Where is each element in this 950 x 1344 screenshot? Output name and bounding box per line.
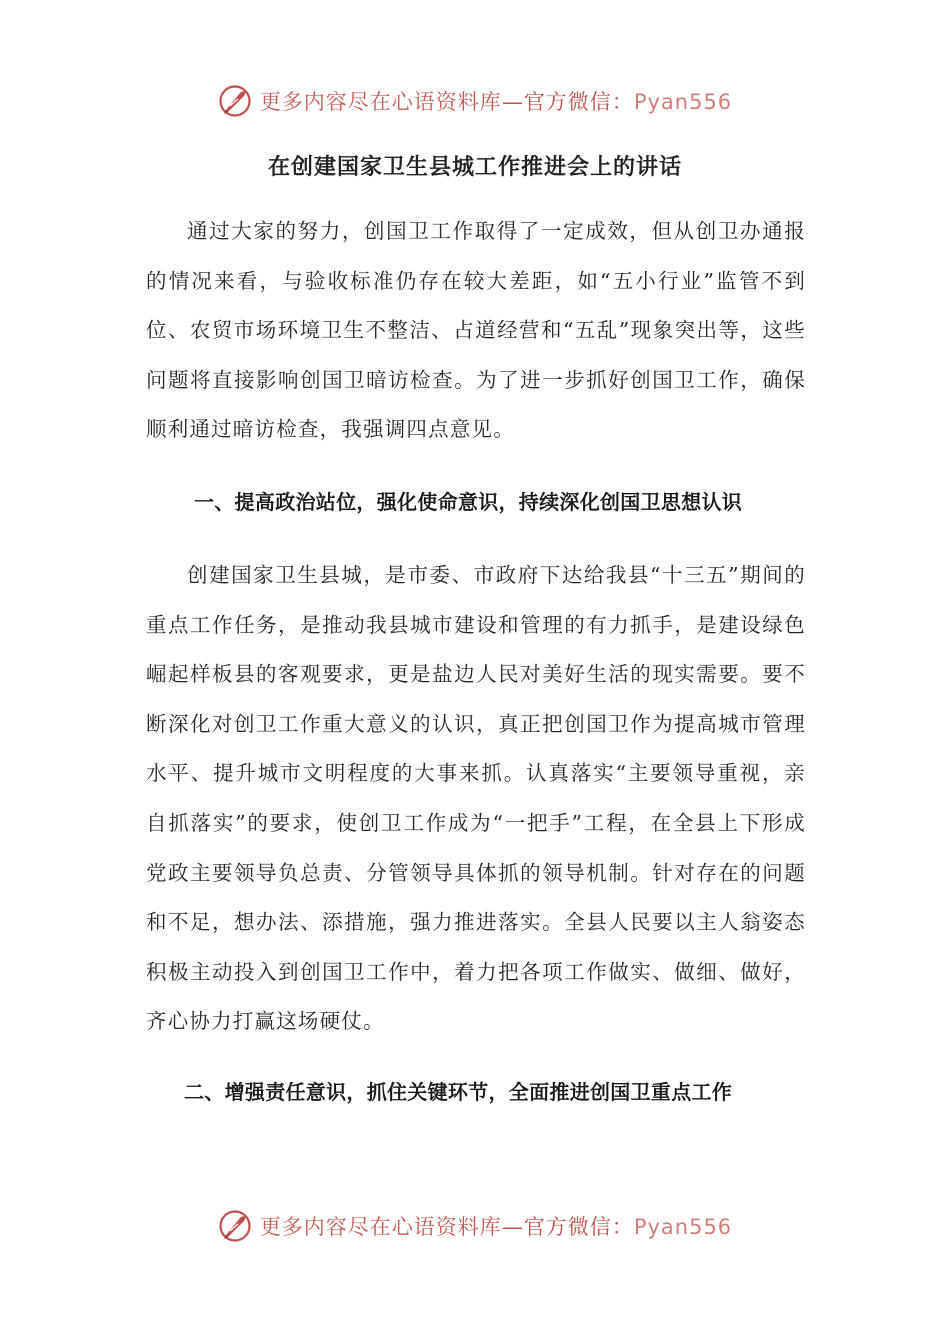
- document-body: [146, 207, 806, 1105]
- watermark-wechat-label: 官方微信：: [523, 90, 634, 114]
- watermark-wechat-id: Pyan556: [633, 90, 733, 114]
- watermark-main-text: 更多内容尽在心语资料库: [259, 90, 502, 114]
- page-title: 在创建国家卫生县城工作推进会上的讲话: [267, 155, 682, 180]
- watermark-main-text: 更多内容尽在心语资料库: [259, 1215, 502, 1239]
- watermark-text: [260, 1211, 732, 1241]
- watermark-dash: —: [501, 90, 524, 114]
- watermark-text: [260, 86, 732, 116]
- intro-paragraph: 通过大家的努力，创国卫工作取得了一定成效，但从创卫办通报的情况来看，与验收标准仍存在较大差距，如“五小行业”监管不到位、农贸市场环境卫生不整洁、占道经营和“五乱”现象突出等，这些问题将直接影响创国卫暗访检查。为了进一步抓好创国卫工作，确保顺利通过暗访检查，我强调四点意见。: [146, 219, 806, 442]
- pen-quill-logo-icon: [218, 84, 252, 118]
- watermark-footer: [0, 1209, 950, 1243]
- watermark-dash: —: [501, 1215, 524, 1239]
- section-1-paragraph: 创建国家卫生县城，是市委、市政府下达给我县“十三五”期间的重点工作任务，是推动我县城市建设和管理的有力抓手，是建设绿色崛起样板县的客观要求，更是盐边人民对美好生活的现实需要。要不断深化对创卫工作重大意义的认识，真正把创国卫作为提高城市管理水平、提升城市文明程度的大事来抓。认真落实“主要领导重视，亲自抓落实”的要求，使创卫工作成为“一把手”工程，在全县上下形成党政主要领导负总责、分管领导具体抓的领导机制。针对存在的问题和不足，想办法、添措施，强力推进落实。全县人民要以主人翁姿态积极主动投入到创国卫工作中，着力把各项工作做实、做细、做好，齐心协力打赢这场硬仗。: [146, 562, 806, 1034]
- section-1-heading: 一、提高政治站位，强化使命意识，持续深化创国卫思想认识: [194, 489, 743, 514]
- watermark-wechat-label: 官方微信：: [523, 1215, 634, 1239]
- section-2-heading: 二、增强责任意识，抓住关键环节，全面推进创国卫重点工作: [184, 1079, 733, 1104]
- pen-quill-logo-icon: [218, 1209, 252, 1243]
- watermark-header: [0, 84, 950, 118]
- watermark-wechat-id: Pyan556: [633, 1215, 733, 1239]
